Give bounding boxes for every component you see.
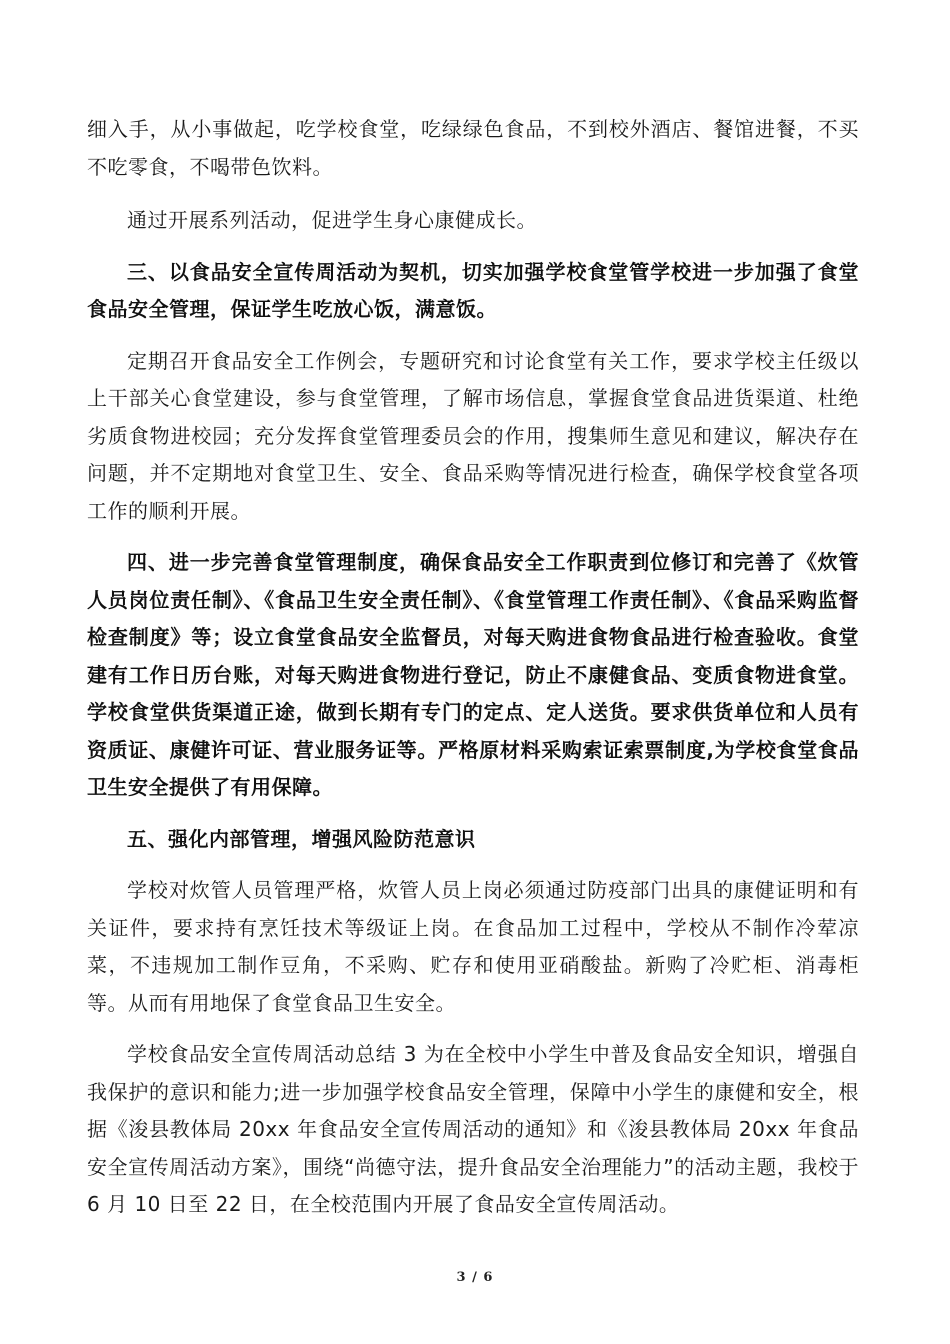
paragraph-continuation: 细入手，从小事做起，吃学校食堂，吃绿绿色食品，不到校外酒店、餐馆进餐，不买不吃零食，不喝带色饮料。 — [87, 117, 859, 179]
page-number: 3 / 6 — [456, 1270, 494, 1285]
section-heading-3: 三、以食品安全宣传周活动为契机，切实加强学校食堂管学校进一步加强了食堂食品安全管理，保证学生吃放心饭，满意饭。 — [87, 259, 859, 321]
paragraph-summary: 通过开展系列活动，促进学生身心康健成长。 — [127, 208, 537, 232]
paragraph-summary-3: 学校食品安全宣传周活动总结 3 为在全校中小学生中普及食品安全知识，增强自我保护的意识和能力;进一步加强学校食品安全管理，保障中小学生的康健和安全，根据《浚县教体局 20xx 年食品安全宣传周活动的通知》和《浚县教体局 20xx 年食品安全宣传周活动方案》，围绕“尚德守法，提升食品安全治理能力”的活动主题，我校于 6 月 10 日至 22 日，在全校范围内开展了食品安全宣传周活动。 — [87, 1042, 859, 1216]
paragraph-meetings: 定期召开食品安全工作例会，专题研究和讨论食堂有关工作，要求学校主任级以上干部关心食堂建设，参与食堂管理，了解市场信息，掌握食堂食品进货渠道、杜绝劣质食物进校园；充分发挥食堂管理委员会的作用，搜集师生意见和建议，解决存在问题，并不定期地对食堂卫生、安全、食品采购等情况进行检查，确保学校食堂各项工作的顺利开展。 — [87, 348, 859, 523]
paragraph-staff-management: 学校对炊管人员管理严格，炊管人员上岗必须通过防疫部门出具的康健证明和有关证件，要求持有烹饪技术等级证上岗。在食品加工过程中，学校从不制作冷荤凉菜，不违规加工制作豆角，不采购、贮存和使用亚硝酸盐。新购了冷贮柜、消毒柜等。从而有用地保了食堂食品卫生安全。 — [87, 878, 859, 1015]
section-heading-4: 四、进一步完善食堂管理制度，确保食品安全工作职责到位修订和完善了《炊管人员岗位责任制》、《食品卫生安全责任制》、《食堂管理工作责任制》、《食品采购监督检查制度》等；设立食堂食品安全监督员，对每天购进食物食品进行检查验收。食堂建有工作日历台账，对每天购进食物进行登记，防止不康健食品、变质食物进食堂。学校食堂供货渠道正途，做到长期有专门的定点、定人送货。要求供货单位和人员有资质证、康健许可证、营业服务证等。严格原材料采购索证索票制度,为学校食堂食品卫生安全提供了有用保障。 — [87, 550, 859, 799]
section-heading-5: 五、强化内部管理，增强风险防范意识 — [127, 826, 476, 851]
document-body — [87, 111, 859, 1224]
